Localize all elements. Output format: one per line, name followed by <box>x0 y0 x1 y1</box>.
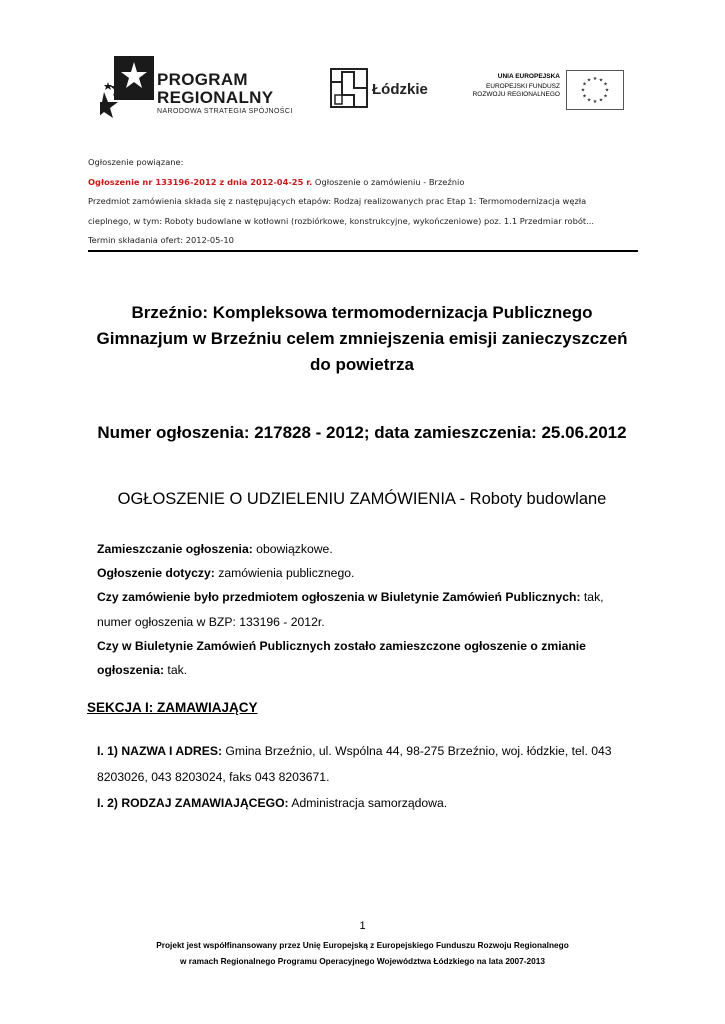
notice-title-line3: do powietrza <box>310 355 414 374</box>
award-heading-main: OGŁOSZENIE O UDZIELENIU ZAMÓWIENIA <box>117 490 456 508</box>
svg-text:★: ★ <box>603 93 608 100</box>
notice-title-line1: Brzeźnio: Kompleksowa termomodernizacja Publicznego <box>131 303 593 322</box>
svg-text:★: ★ <box>598 77 604 84</box>
related-deadline: Termin składania ofert: 2012-05-10 <box>88 235 234 245</box>
lodzkie-emblem-icon <box>330 68 370 110</box>
svg-text:★: ★ <box>592 76 598 82</box>
related-label: Ogłoszenie powiązane: <box>88 157 184 167</box>
related-description-line1: Przedmiot zamówienia składa się z następujących etapów: Rodzaj realizowanych prac Etap 1: Termomodernizacja węzła <box>88 196 587 206</box>
funding-footer-line1: Projekt jest współfinansowany przez Unię Europejską z Europejskiego Funduszu Rozwoju Regionalnego <box>156 940 569 950</box>
horizontal-divider <box>88 250 638 252</box>
eu-logo-line3: ROZWOJU REGIONALNEGO <box>472 91 560 98</box>
field-concerns-value: zamówienia publicznego. <box>214 566 355 581</box>
eu-logo-line1: UNIA EUROPEJSKA <box>497 73 560 80</box>
svg-text:★: ★ <box>604 87 610 94</box>
page-number: 1 <box>359 920 366 932</box>
svg-text:★: ★ <box>582 93 587 100</box>
funding-footer-line2: w ramach Regionalnego Programu Operacyjnego Województwa Łódzkiego na lata 2007-2013 <box>179 956 545 966</box>
field-bzp-announcement-label: Czy zamówienie było przedmiotem ogłoszenia w Biuletynie Zamówień Publicznych: <box>97 590 581 605</box>
section-1-contracting-type <box>97 790 642 816</box>
section-1-name-address <box>97 738 642 764</box>
program-logo-line3: NARODOWA STRATEGIA SPÓJNOŚCI <box>157 108 293 115</box>
field-publication-label: Zamieszczanie ogłoszenia: <box>97 542 253 556</box>
related-notice-link[interactable]: Ogłoszenie nr 133196-2012 z dnia 2012-04-25 r. <box>88 176 313 187</box>
funding-footer <box>0 937 725 969</box>
svg-text:★: ★ <box>586 77 592 84</box>
eu-logo-line2: EUROPEJSKI FUNDUSZ <box>485 83 560 90</box>
svg-text:★: ★ <box>598 97 604 104</box>
related-notice-line <box>88 173 648 193</box>
field-publication-value: obowiązkowe. <box>252 542 333 556</box>
related-notice <box>88 153 648 251</box>
svg-text:★: ★ <box>592 99 598 105</box>
notice-number: Numer ogłoszenia: 217828 - 2012; data zamieszczenia: 25.06.2012 <box>97 423 627 442</box>
section-1-name-address-value: Gmina Brzeźnio, ul. Wspólna 44, 98-275 Brzeźnio, woj. łódzkie, tel. 043 <box>222 744 612 758</box>
field-change-notice-label-a <box>97 634 642 658</box>
star-emblem-icon <box>100 52 156 122</box>
eu-flag-icon <box>566 70 624 110</box>
svg-text:★: ★ <box>586 97 592 104</box>
field-bzp-number: numer ogłoszenia w BZP: 133196 - 2012r. <box>97 614 325 629</box>
related-description-line2: cieplnego, w tym: Roboty budowlane w kotłowni (rozbiórkowe, konstrukcyjne, wykończeniowe) poz. 1.1 Przedmiar robót... <box>88 215 595 226</box>
section-1-contracting-type-label: I. 2) RODZAJ ZAMAWIAJĄCEGO: <box>97 796 289 810</box>
svg-text:★: ★ <box>582 81 587 88</box>
award-heading-suffix: - Roboty budowlane <box>455 490 607 508</box>
field-change-notice-label-text: Czy w Biuletynie Zamówień Publicznych zostało zamieszczone ogłoszenie o zmianie <box>97 638 586 653</box>
notice-fields <box>97 537 642 682</box>
program-logo-line2: REGIONALNY <box>157 88 274 107</box>
section-1-name-address-label: I. 1) NAZWA I ADRES: <box>97 744 223 758</box>
field-bzp-announcement-value: tak, <box>580 590 604 605</box>
field-change-notice-label-b: ogłoszenia: <box>97 663 165 678</box>
section-1-contact: 8203026, 043 8203024, faks 043 8203671. <box>97 770 330 784</box>
section-1-body <box>97 738 642 816</box>
notice-title-line2: Gimnazjum w Brzeźniu celem zmniejszenia emisji zanieczyszczeń <box>96 329 628 348</box>
field-concerns <box>97 561 642 585</box>
section-1-heading: SEKCJA I: ZAMAWIAJĄCY <box>87 700 258 715</box>
svg-text:★: ★ <box>603 81 608 88</box>
field-publication <box>97 537 642 561</box>
notice-title <box>88 300 636 378</box>
award-heading <box>88 490 636 509</box>
eu-logo <box>470 70 630 112</box>
lodzkie-logo <box>330 68 440 110</box>
svg-text:★: ★ <box>580 87 586 94</box>
field-concerns-label: Ogłoszenie dotyczy: <box>97 566 215 581</box>
lodzkie-logo-text: Łódzkie <box>372 81 428 98</box>
program-regionalny-logo <box>100 52 300 122</box>
field-change-notice <box>97 658 642 682</box>
section-1-contracting-type-value: Administracja samorządowa. <box>288 796 448 810</box>
program-logo-line1: PROGRAM <box>157 70 248 89</box>
field-change-notice-value: tak. <box>164 663 188 678</box>
related-notice-suffix: Ogłoszenie o zamówieniu - Brzeźnio <box>312 176 465 187</box>
field-bzp-announcement <box>97 585 642 609</box>
